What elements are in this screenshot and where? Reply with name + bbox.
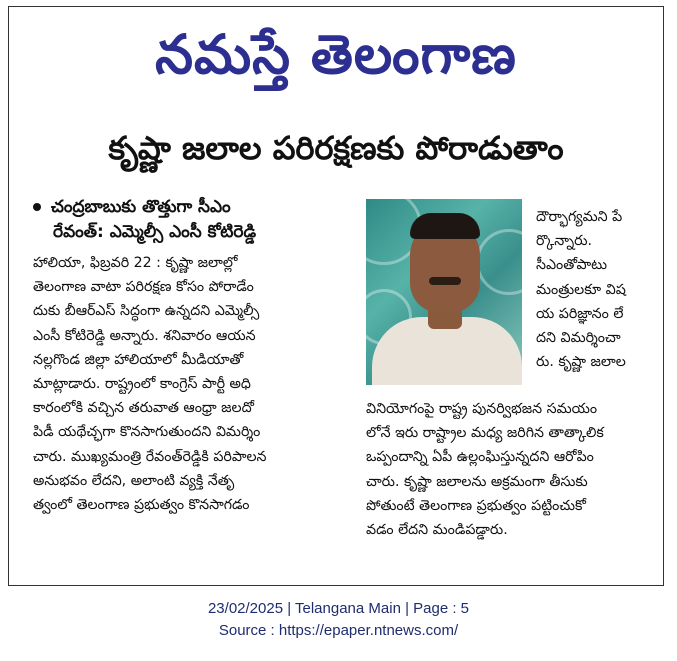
text-line: అనుభవం లేదని, అలాంటి వ్యక్తి నేతృ bbox=[33, 472, 235, 489]
text-line: దౌర్భాగ్యమని పే bbox=[536, 209, 623, 225]
text-line: లోనే ఇరు రాష్ట్రాల మధ్య జరిగిన తాత్కాలిక bbox=[366, 425, 604, 442]
text-line: ర్కొన్నారు. bbox=[536, 233, 593, 250]
bullet-icon bbox=[33, 203, 41, 211]
text-line: హాలియా, ఫిబ్రవరి 22 : కృష్ణా జలాల్లో bbox=[33, 255, 238, 271]
text-line: చారు. కృష్ణా జలాలను అక్రమంగా తీసుకు bbox=[366, 473, 588, 490]
footer-source-line: Source : https://epaper.ntnews.com/ bbox=[218, 622, 459, 639]
text-line: ఎంసీ కోటిరెడ్డి అన్నారు. శనివారం ఆయన bbox=[33, 327, 256, 344]
text-line: మాట్లాడారు. రాష్ట్రంలో కాంగ్రెస్ పార్టీ అధి bbox=[33, 376, 251, 393]
masthead bbox=[9, 9, 663, 107]
text-line: ఒప్పందాన్ని ఏపీ ఉల్లంఘిస్తున్నదని ఆరోపిం bbox=[366, 449, 594, 466]
photo-hair bbox=[410, 213, 480, 239]
subhead-line: చంద్రబాబుకు తొత్తుగా సీఎం bbox=[33, 195, 353, 220]
text-line: య పరిజ్ఞానం లే bbox=[536, 305, 624, 322]
subhead-line: రేవంత్: ఎమ్మెల్సీ ఎంసీ కోటిరెడ్డి bbox=[53, 222, 257, 242]
newspaper-clipping bbox=[8, 6, 664, 586]
text-line: రు. కృష్ణా జలాల bbox=[536, 354, 626, 371]
masthead-logo: నమస్తే తెలంగాణ bbox=[155, 23, 517, 86]
article-right-column-top bbox=[536, 205, 666, 374]
text-line: దని విమర్శించా bbox=[536, 330, 621, 347]
text-line: పిడీ యథేచ్ఛగా కొనసాగుతుందని విమర్శిం bbox=[33, 424, 261, 441]
text-line: సీఎంతోపాటు bbox=[536, 257, 608, 274]
footer-date-line: 23/02/2025 | Telangana Main | Page : 5 bbox=[207, 600, 470, 617]
article-headline: కృష్ణా జలాల పరిరక్షణకు పోరాడుతాం bbox=[108, 129, 564, 167]
text-line: పోతుంటే తెలంగాణ ప్రభుత్వం పట్టించుకో bbox=[366, 497, 587, 514]
portrait-photo bbox=[366, 199, 522, 385]
article-subhead bbox=[33, 195, 353, 245]
text-line: నల్లగొండ జిల్లా హాలియాలో మీడియాతో bbox=[33, 351, 244, 368]
text-line: వినియోగంపై రాష్ట్ర పునర్విభజన సమయం bbox=[366, 401, 598, 417]
text-line: చారు. ముఖ్యమంత్రి రేవంత్‌రెడ్డికి పరిపాలన bbox=[33, 448, 267, 465]
text-line: దుకు బీఆర్ఎస్ సిద్ధంగా ఉన్నదని ఎమ్మెల్సీ bbox=[33, 303, 260, 320]
photo-mustache bbox=[429, 277, 461, 285]
text-line: కారంలోకి వచ్చిన తరువాత ఆంధ్రా జలదో bbox=[33, 400, 254, 417]
clipping-footer bbox=[0, 598, 677, 642]
text-line: తెలంగాణ వాటా పరిరక్షణ కోసం పోరాడేం bbox=[33, 279, 254, 296]
article-right-column-wide bbox=[366, 397, 666, 542]
text-line: మంత్రులకూ విష bbox=[536, 281, 626, 298]
text-line: త్వంలో తెలంగాణ ప్రభుత్వం కొనసాగడం bbox=[33, 497, 250, 514]
photo-backdrop-swirl bbox=[476, 229, 522, 295]
article-left-column bbox=[33, 251, 351, 517]
text-line: వడం లేదని మండిపడ్డారు. bbox=[366, 522, 508, 539]
